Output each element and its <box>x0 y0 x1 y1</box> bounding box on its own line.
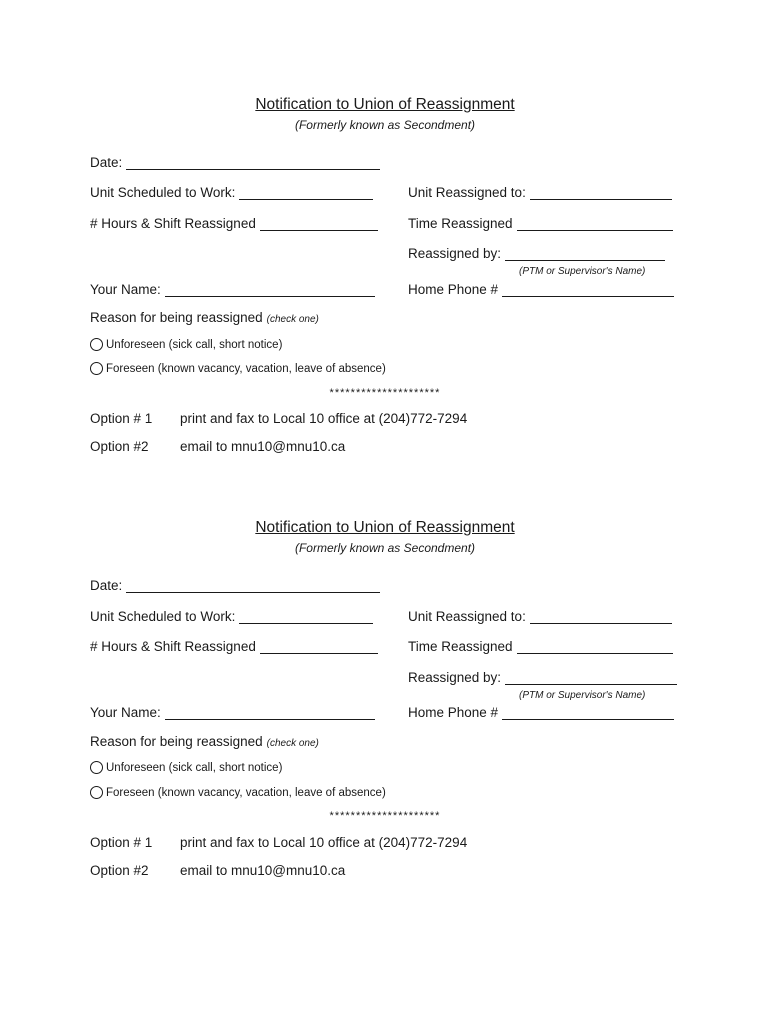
unit-reassigned-line[interactable] <box>530 186 672 200</box>
unforeseen-option[interactable] <box>90 761 282 774</box>
unit-scheduled-line[interactable] <box>239 186 373 200</box>
reassignment-form-2 <box>0 423 770 893</box>
unit-reassigned-line[interactable] <box>530 610 672 624</box>
option-2-text: email to mnu10@mnu10.ca <box>180 863 346 878</box>
option-1-label: Option # 1 <box>90 411 153 426</box>
option-1-text: print and fax to Local 10 office at (204)772-7294 <box>180 835 468 850</box>
time-reassigned-field[interactable] <box>408 216 673 231</box>
reason-heading <box>90 734 319 749</box>
reassigned-by-field[interactable] <box>408 246 665 261</box>
unit-scheduled-label: Unit Scheduled to Work: <box>90 185 236 200</box>
option-1 <box>90 835 467 850</box>
unit-scheduled-field[interactable] <box>90 185 373 200</box>
home-phone-line[interactable] <box>502 706 674 720</box>
reassigned-by-hint: (PTM or Supervisor's Name) <box>519 266 646 277</box>
time-reassigned-label: Time Reassigned <box>408 216 513 231</box>
option-2 <box>90 863 345 878</box>
unit-reassigned-field[interactable] <box>408 609 672 624</box>
reassignment-form-1 <box>0 0 770 470</box>
form-title: Notification to Union of Reassignment <box>255 96 515 113</box>
hours-shift-line[interactable] <box>260 217 378 231</box>
hours-shift-label: # Hours & Shift Reassigned <box>90 216 256 231</box>
hours-shift-field[interactable] <box>90 216 378 231</box>
unforeseen-radio[interactable] <box>90 338 103 351</box>
unforeseen-radio[interactable] <box>90 761 103 774</box>
separator: ********************* <box>329 810 441 822</box>
option-1-text: print and fax to Local 10 office at (204)772-7294 <box>180 411 468 426</box>
reassigned-by-line[interactable] <box>505 247 665 261</box>
your-name-line[interactable] <box>165 706 375 720</box>
reason-label: Reason for being reassigned <box>90 310 263 325</box>
hours-shift-line[interactable] <box>260 640 378 654</box>
date-field[interactable] <box>90 155 380 170</box>
date-line[interactable] <box>126 579 380 593</box>
home-phone-label: Home Phone # <box>408 282 499 297</box>
reassigned-by-label: Reassigned by: <box>408 246 502 261</box>
option-2-label: Option #2 <box>90 863 149 878</box>
unforeseen-label: Unforeseen (sick call, short notice) <box>106 761 283 774</box>
unit-reassigned-label: Unit Reassigned to: <box>408 609 526 624</box>
date-label: Date: <box>90 155 123 170</box>
form-title: Notification to Union of Reassignment <box>255 519 515 536</box>
foreseen-label: Foreseen (known vacancy, vacation, leave of absence) <box>106 362 386 375</box>
date-line[interactable] <box>126 156 380 170</box>
separator: ********************* <box>329 387 441 399</box>
time-reassigned-line[interactable] <box>517 217 673 231</box>
unit-scheduled-line[interactable] <box>239 610 373 624</box>
time-reassigned-field[interactable] <box>408 639 673 654</box>
unit-scheduled-label: Unit Scheduled to Work: <box>90 609 236 624</box>
home-phone-label: Home Phone # <box>408 705 499 720</box>
reason-heading <box>90 310 319 325</box>
reason-hint: (check one) <box>266 314 319 325</box>
unit-reassigned-label: Unit Reassigned to: <box>408 185 526 200</box>
unforeseen-label: Unforeseen (sick call, short notice) <box>106 338 283 351</box>
reason-label: Reason for being reassigned <box>90 734 263 749</box>
reason-hint: (check one) <box>266 738 319 749</box>
form-subtitle: (Formerly known as Secondment) <box>294 541 476 555</box>
foreseen-radio[interactable] <box>90 362 103 375</box>
hours-shift-field[interactable] <box>90 639 378 654</box>
reassigned-by-line[interactable] <box>505 671 677 685</box>
date-field[interactable] <box>90 578 380 593</box>
reassigned-by-label: Reassigned by: <box>408 670 502 685</box>
unit-scheduled-field[interactable] <box>90 609 373 624</box>
your-name-field[interactable] <box>90 705 375 720</box>
foreseen-label: Foreseen (known vacancy, vacation, leave of absence) <box>106 786 386 799</box>
your-name-field[interactable] <box>90 282 375 297</box>
reassigned-by-field[interactable] <box>408 670 677 685</box>
reassigned-by-hint: (PTM or Supervisor's Name) <box>519 690 646 701</box>
foreseen-radio[interactable] <box>90 786 103 799</box>
option-2-text: email to mnu10@mnu10.ca <box>180 439 346 454</box>
unit-reassigned-field[interactable] <box>408 185 672 200</box>
home-phone-line[interactable] <box>502 283 674 297</box>
home-phone-field[interactable] <box>408 282 674 297</box>
unforeseen-option[interactable] <box>90 338 282 351</box>
hours-shift-label: # Hours & Shift Reassigned <box>90 639 256 654</box>
date-label: Date: <box>90 578 123 593</box>
form-subtitle: (Formerly known as Secondment) <box>294 118 476 132</box>
time-reassigned-line[interactable] <box>517 640 673 654</box>
option-2-label: Option #2 <box>90 439 149 454</box>
foreseen-option[interactable] <box>90 786 386 799</box>
foreseen-option[interactable] <box>90 362 386 375</box>
your-name-label: Your Name: <box>90 282 161 297</box>
home-phone-field[interactable] <box>408 705 674 720</box>
your-name-label: Your Name: <box>90 705 161 720</box>
your-name-line[interactable] <box>165 283 375 297</box>
option-1-label: Option # 1 <box>90 835 153 850</box>
time-reassigned-label: Time Reassigned <box>408 639 513 654</box>
